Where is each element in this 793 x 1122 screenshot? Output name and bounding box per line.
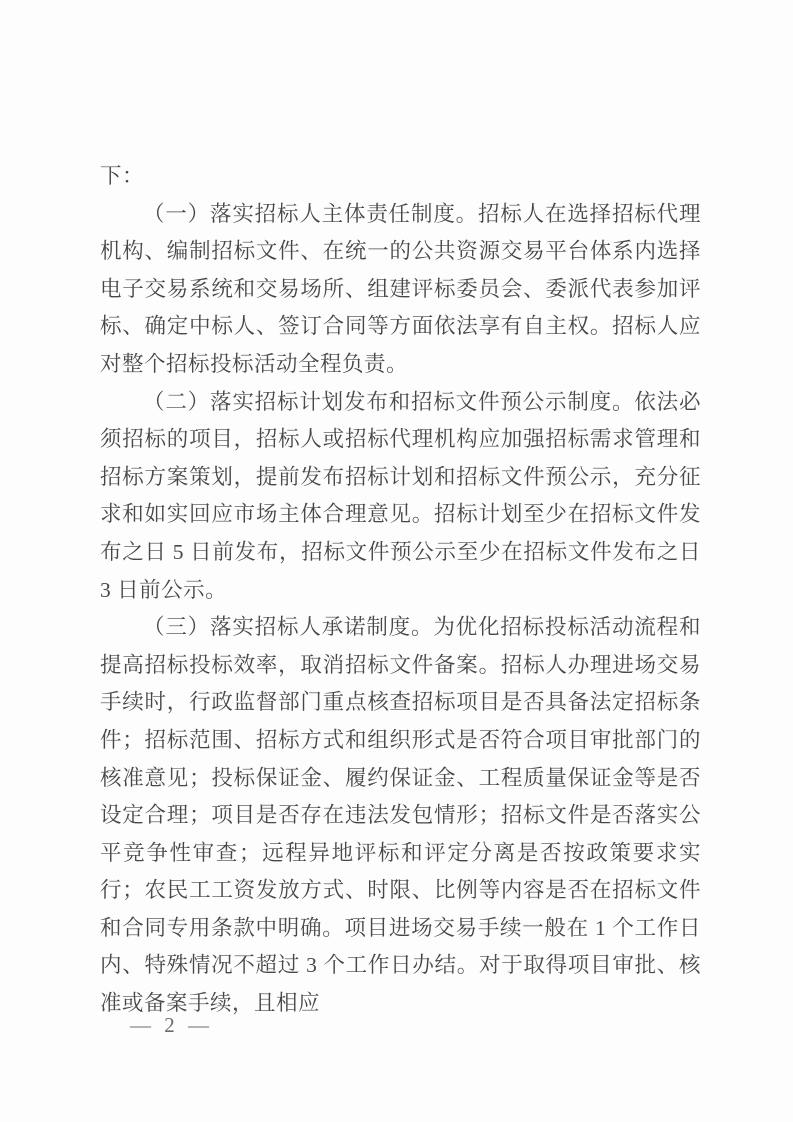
- carryover-line: 下：: [100, 164, 145, 188]
- body-text: [100, 158, 701, 1023]
- paragraph-plan-publication-system: （二）落实招标计划发布和招标文件预公示制度。依法必须招标的项目，招标人或招标代理机构应加强招标需求管理和招标方案策划，提前发布招标计划和招标文件预公示，充分征求和如实回应市场主体合理意见。招标计划至少在招标文件发布之日 5 日前发布，招标文件预公示至少在招标文件发布之日 3 日前公示。: [100, 389, 701, 602]
- paragraph-responsibility-system: （一）落实招标人主体责任制度。招标人在选择招标代理机构、编制招标文件、在统一的公共资源交易平台体系内选择电子交易系统和交易场所、组建评标委员会、委派代表参加评标、确定中标人、签订合同等方面依法享有自主权。招标人应对整个招标投标活动全程负责。: [100, 201, 701, 376]
- paragraph-commitment-system: （三）落实招标人承诺制度。为优化招标投标活动流程和提高招标投标效率，取消招标文件备案。招标人办理进场交易手续时，行政监督部门重点核查招标项目是否具备法定招标条件；招标范围、招标方式和组织形式是否符合项目审批部门的核准意见；投标保证金、履约保证金、工程质量保证金等是否设定合理；项目是否存在违法发包情形；招标文件是否落实公平竞争性审查；远程异地评标和评定分离是否按政策要求实行；农民工工资发放方式、时限、比例等内容是否在招标文件和合同专用条款中明确。项目进场交易手续一般在 1 个工作日内、特殊情况不超过 3 个工作日办结。对于取得项目审批、核准或备案手续，且相应: [100, 615, 701, 1016]
- page-number: — 2 —: [130, 1013, 213, 1037]
